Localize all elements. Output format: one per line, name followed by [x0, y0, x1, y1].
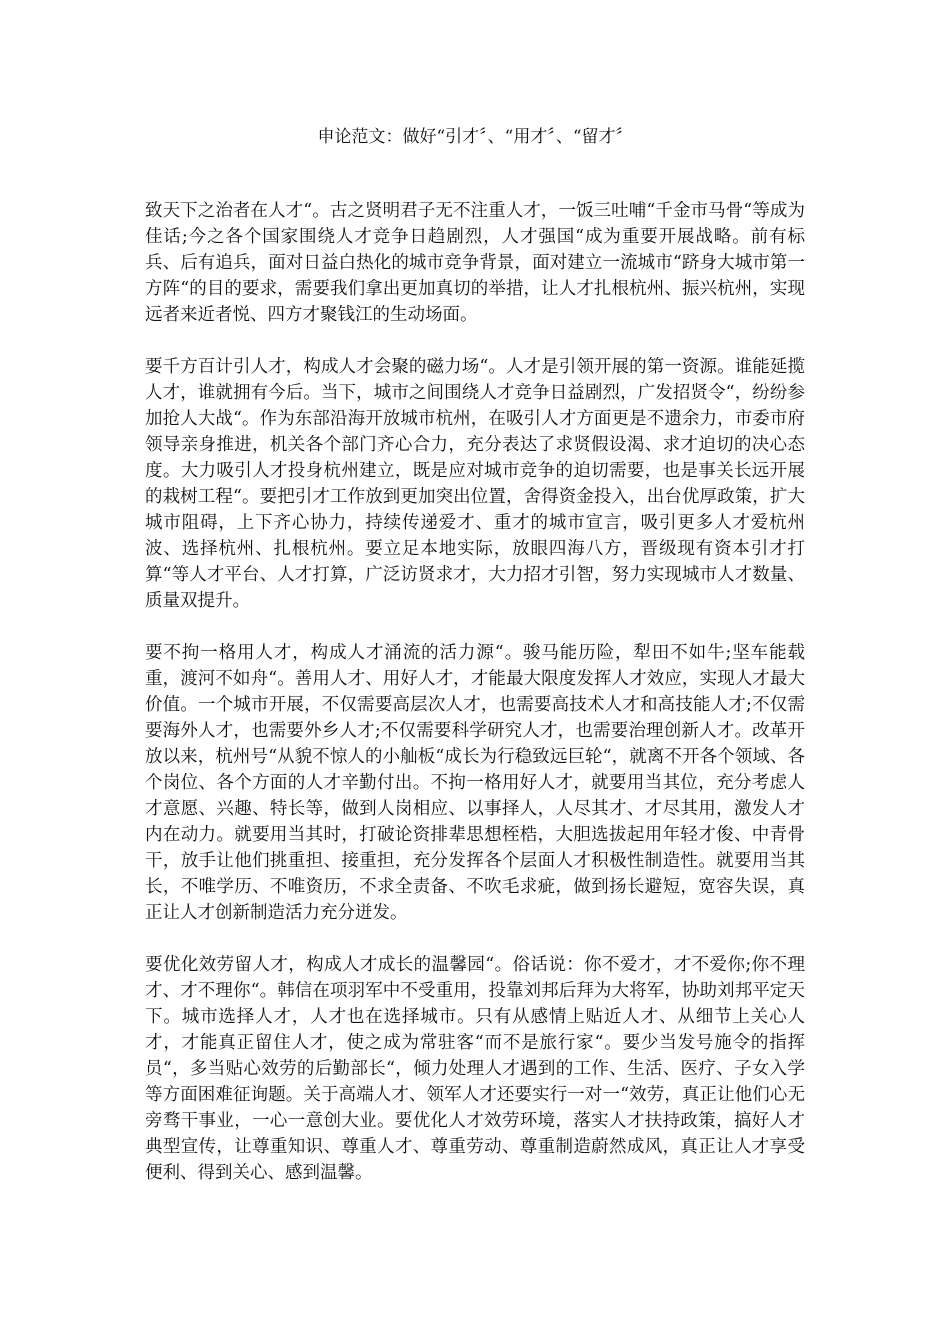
document-title: 申论范文：做好“引才〞、“用才〞、“留才〞 [317, 127, 633, 147]
paragraph-4: 要优化效劳留人才，构成人才成长的温馨园“。俗话说：你不爱才，才不爱你;你不理才、才不理你“。韩信在项羽军中不受重用，投靠刘邦后拜为大将军，协助刘邦平定天下。城市选择人才，人才也在选择城市。只有从感情上贴近人才、从细节上关心人才，才能真正留住人才，使之成为常驻客“而不是旅行家“。要少当发号施令的指挥员“，多当贴心效劳的后勤部长“，倾力处理人才遇到的工作、生活、医疗、子女入学等方面困难征询题。关于高端人才、领军人才还要实行一对一“效劳，真正让他们心无旁骛干事业，一心一意创大业。要优化人才效劳环境，落实人才扶持政策，搞好人才典型宣传，让尊重知识、尊重人才、尊重劳动、尊重制造蔚然成风，真正让人才享受便利、得到关心、感到温馨。 [145, 955, 805, 1183]
paragraph-2: 要千方百计引人才，构成人才会聚的磁力场“。人才是引领开展的第一资源。谁能延揽人才，谁就拥有今后。当下，城市之间围绕人才竞争日益剧烈，广发招贤令“，纷纷参加抢人大战“。作为东部沿海开放城市杭州，在吸引人才方面更是不遗余力，市委市府领导亲身推进，机关各个部门齐心合力，充分表达了求贤假设渴、求才迫切的决心态度。大力吸引人才投身杭州建立，既是应对城市竞争的迫切需要，也是事关长远开展的栽树工程“。要把引才工作放到更加突出位置，舍得资金投入，出台优厚政策，扩大城市阻碍，上下齐心协力，持续传递爱才、重才的城市宣言，吸引更多人才爱杭州波、选择杭州、扎根杭州。要立足本地实际，放眼四海八方，晋级现有资本引才打算“等人才平台、人才打算，广泛访贤求才，大力招才引智，努力实现城市人才数量、质量双提升。 [145, 357, 805, 611]
paragraph-3: 要不拘一格用人才，构成人才涌流的活力源“。骏马能历险，犁田不如牛;坚车能载重，渡河不如舟“。善用人才、用好人才，才能最大限度发挥人才效应，实现人才最大价值。一个城市开展，不仅需要高层次人才，也需要高技术人才和高技能人才;不仅需要海外人才，也需要外乡人才;不仅需要科学研究人才，也需要治理创新人才。改革开放以来，杭州号“从貌不惊人的小舢板“成长为行稳致远巨轮“，就离不开各个领域、各个岗位、各个方面的人才辛勤付出。不拘一格用好人才，就要用当其位，充分考虑人才意愿、兴趣、特长等，做到人岗相应、以事择人，人尽其才、才尽其用，激发人才内在动力。就要用当其时，打破论资排辈思想桎梏，大胆选拔起用年轻才俊、中青骨干，放手让他们挑重担、接重担，充分发挥各个层面人才积极性制造性。就要用当其长，不唯学历、不唯资历，不求全责备、不吹毛求疵，做到扬长避短，宽容失误，真正让人才创新制造活力充分迸发。 [145, 643, 805, 923]
document-body [145, 198, 805, 1212]
paragraph-1: 致天下之治者在人才“。古之贤明君子无不注重人才，一饭三吐哺“千金市马骨“等成为佳话;今之各个国家围绕人才竞争日趋剧烈，人才强国“成为重要开展战略。前有标兵、后有追兵，面对日益白热化的城市竞争背景，面对建立一流城市“跻身大城市第一方阵“的目的要求，需要我们拿出更加真切的举措，让人才扎根杭州、振兴杭州，实现远者来近者悦、四方才聚钱江的生动场面。 [145, 201, 805, 325]
